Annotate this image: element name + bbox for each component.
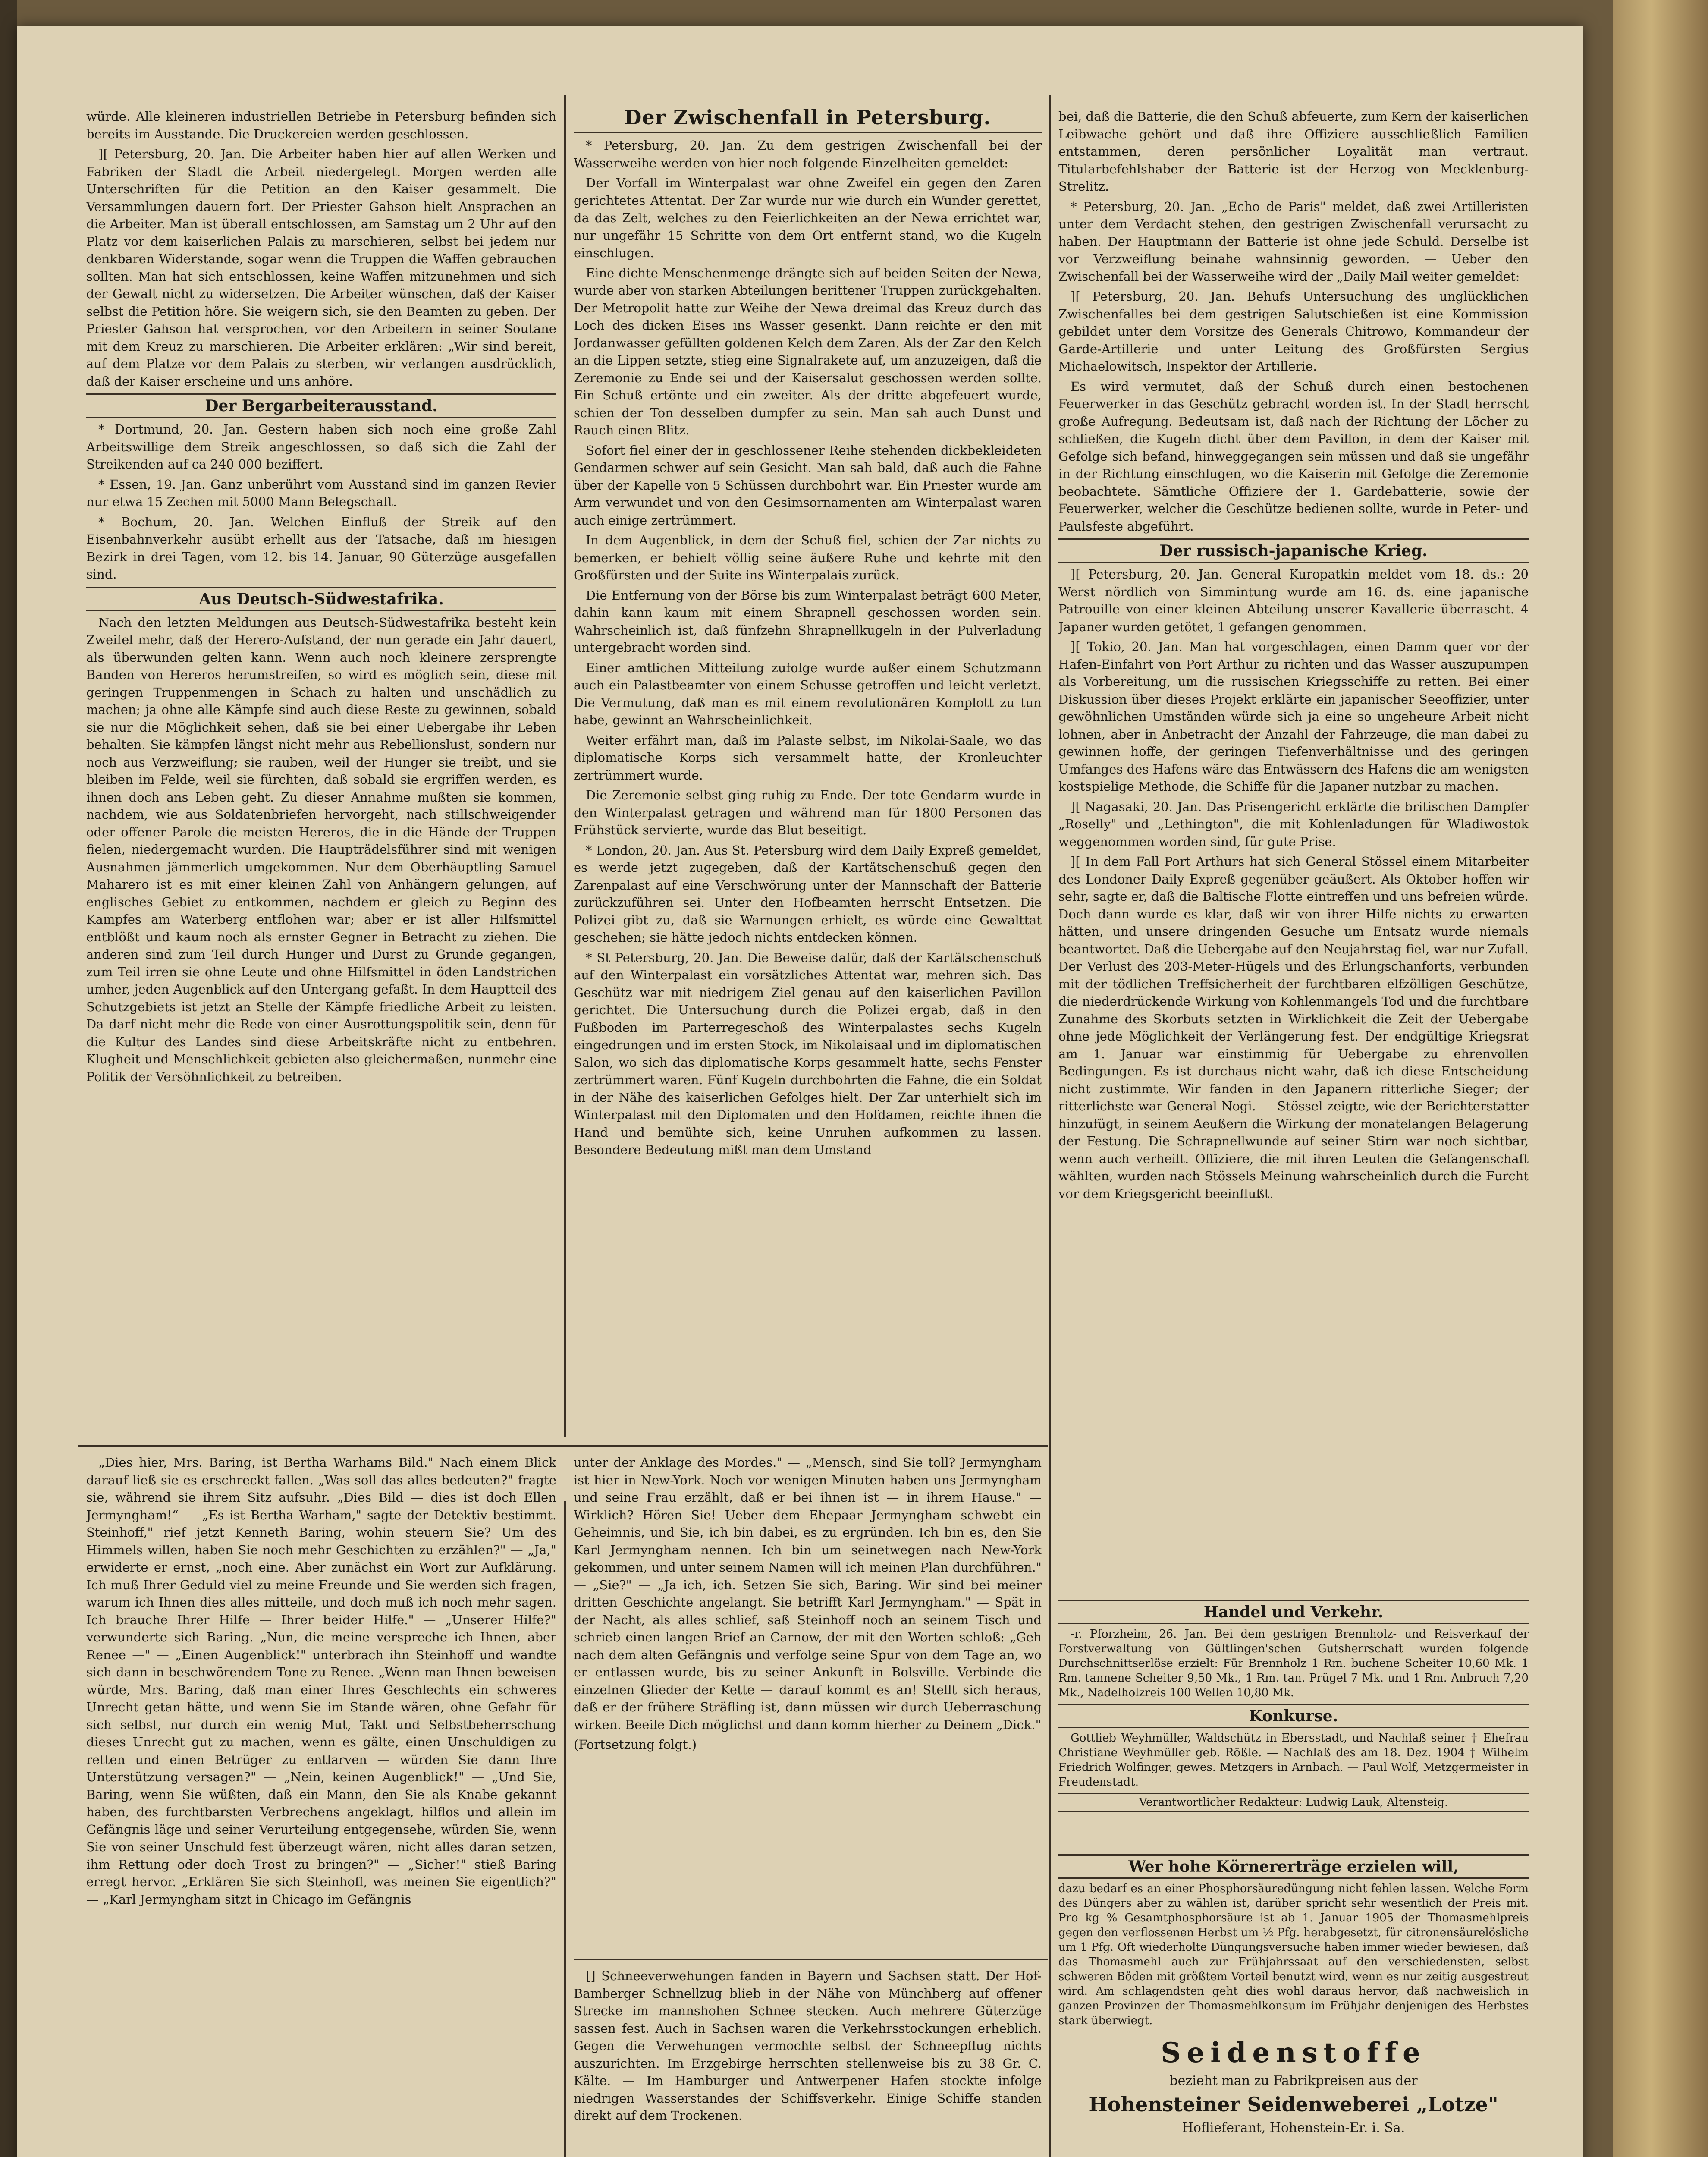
- article-paragraph: Nach den letzten Meldungen aus Deutsch-Südwestafrika besteht kein Zweifel mehr, daß der Herero-Aufstand, der nun gerade ein Jahr dauert, als überwunden gelten kann. Wenn auch noch kleinere zersprengte Banden von Hereros herumstreifen, so wird es möglich sein, diese mit geringen Truppenmengen in Schach zu halten und unschädlich zu machen; ja ohne alle Kämpfe sind auch diese Reste zu gewinnen, sobald sie nur die Möglichkeit sehen, daß sie bei einer Uebergabe ihr Leben behalten. Sie kämpfen längst nicht mehr aus Rebellionslust, sondern nur noch aus Verzweiflung; sie rauben, weil der Hunger sie treibt, und sie bleiben im Felde, weil sie fürchten, daß sobald sie ergriffen werden, es ihnen doch ans Leben geht. Zu dieser Annahme mußten sie kommen, nachdem, wie aus Soldatenbriefen hervorgeht, nach stillschweigender oder offener Parole die meisten Hereros, die in die Hände der Truppen fielen, niedergemacht wurden. Die Haupträdelsführer sind mit wenigen Ausnahmen jämmerlich umgekommen. Nur dem Oberhäuptling Samuel Maharero ist es mit einer kleinen Zahl von Anhängern gelungen, auf englisches Gebiet zu entkommen, nachdem er gleich zu Beginn des Kampfes am Waterberg entflohen war; aber er ist aller Hilfsmittel entblößt und kaum noch als ernster Gegner in Betracht zu ziehen. Die anderen sind zum Teil durch Hunger und Durst zu Grunde gegangen, zum Teil irren sie ohne Leute und ohne Hilfsmittel in öden Landstrichen umher, jeden Augenblick auf den Untergang gefaßt. In dem Hauptteil des Schutzgebiets ist jetzt an Stelle der Kämpfe friedliche Arbeit zu leisten. Da darf nicht mehr die Rede von einer Ausrottungspolitik sein, denn für die Kultur des Landes sind diese Arbeitskräfte nicht zu entbehren. Klugheit und Menschlichkeit gebieten also gleichermaßen, nunmehr eine Politik der Versöhnlichkeit zu betreiben.: [86, 615, 556, 1084]
- news-snow: [574, 1967, 1042, 2157]
- article-paragraph: ][ Petersburg, 20. Jan. General Kuropatkin meldet vom 18. ds.: 20 Werst nördlich von Simmintung wurde am 16. ds. eine japanische Patrouille von einer kleinen Abteilung unserer Kavallerie überrascht. 4 Japaner wurden getötet, 1 gefangen genommen.: [1058, 567, 1529, 634]
- ad-heading: Wer hohe Körnererträge erzielen will,: [1058, 1854, 1529, 1879]
- article-paragraph: Gottlieb Weyhmüller, Waldschütz in Ebersstadt, und Nachlaß seiner † Ehefrau Christiane Weyhmüller geb. Rößle. — Nachlaß des am 18. Dez. 1904 † Wilhelm Friedrich Wolfinger, gewes. Metzgers in Arnbach. — Paul Wolf, Metzgermeister in Freudenstadt.: [1058, 1732, 1529, 1789]
- column-rule: [564, 1501, 566, 2157]
- column-rule: [1049, 95, 1051, 2157]
- article-paragraph: In dem Augenblick, in dem der Schuß fiel, schien der Zar nichts zu bemerken, er behielt völlig seine äußere Ruhe und kehrte mit den Großfürsten und der Suite ins Winterpalais zurück.: [574, 533, 1042, 582]
- article-paragraph: Der Vorfall im Winterpalast war ohne Zweifel ein gegen den Zaren gerichtetes Attentat. Der Zar wurde nur wie durch ein Wunder gerettet, da das Zelt, welches zu den Feierlichkeiten an der Newa errichtet war, nur ungefähr 15 Schritte von dem Ort entfernt stand, wo die Kugeln einschlugen.: [574, 176, 1042, 260]
- article-paragraph: Eine dichte Menschenmenge drängte sich auf beiden Seiten der Newa, wurde aber von starken Abteilungen berittener Truppen zurückgehalten. Der Metropolit hatte zur Weihe der Newa dreimal das Kreuz durch das Loch des dicken Eises ins Wasser gesenkt. Dann reichte er den mit Jordanwasser gefüllten goldenen Kelch dem Zaren. Als der Zar den Kelch an die Lippen setzte, stieg eine Signalrakete auf, um anzuzeigen, daß die Zeremonie zu Ende sei und der Kaisersalut geschossen werden sollte. Ein Schuß ertönte und ein zweiter. Als der dritte abgefeuert wurde, schien der Ton desselben dumpfer zu sein. Man sah auch Dunst und Rauch einen Blitz.: [574, 265, 1042, 437]
- feuilleton-text: unter der Anklage des Mordes." — „Mensch, sind Sie toll? Jermyngham ist hier in New-York. Noch vor wenigen Minuten haben uns Jermyngham und seine Frau erzählt, daß er bei ihnen ist — in ihrem Hause." — Wirklich? Hören Sie! Ueber dem Ehepaar Jermyngham schwebt ein Geheimnis, und Sie, ich bin dabei, es zu ergründen. Ich bin es, den Sie Karl Jermyngham nennen. Ich bin um seinetwegen nach New-York gekommen, und unter seinem Namen will ich meinen Plan durchführen." — „Sie?" — „Ja ich, ich. Setzen Sie sich, Baring. Wir sind bei meiner dritten Geschichte angelangt. Sie betrifft Karl Jermyngham." — Spät in der Nacht, als alles schlief, saß Steinhoff noch an seinem Tisch und schrieb einen langen Brief an Carnow, der mit den Worten schloß: „Geh nach dem alten Gefängnis und verfolge seine Spur von dem Tage an, wo er entlassen wurde, bis zu seiner Ankunft in Bolsville. Verbinde die einzelnen Glieder der Kette — darauf kommt es an! Stellt sich heraus, daß er der frühere Sträfling ist, dann müssen wir durch Ueberraschung wirken. Beeile Dich möglichst und dann komm hierher zu Deinem „Dick.": [574, 1455, 1042, 1732]
- column-3-market: [1058, 1596, 1529, 1846]
- section-heading: Der Bergarbeiterausstand.: [86, 393, 556, 418]
- column-3-ads: [1058, 1851, 1529, 2157]
- article-paragraph: * Petersburg, 20. Jan. Zu dem gestrigen Zwischenfall bei der Wasserweihe werden von hier noch folgende Einzelheiten gemeldet:: [574, 138, 1042, 170]
- article-paragraph: ][ Petersburg, 20. Jan. Behufs Untersuchung des unglücklichen Zwischenfalles bei dem gestrigen Salutschießen ist eine Kommission gebildet unter dem Vorsitze des Generals Chitrowo, Kommandeur der Garde-Artillerie und unter Leitung des Großfürsten Sergius Michaelowitsch, Inspektor der Artillerie.: [1058, 289, 1529, 374]
- section-heading: Der russisch-japanische Krieg.: [1058, 538, 1529, 563]
- section-heading: Aus Deutsch-Südwestafrika.: [86, 587, 556, 611]
- article-paragraph: * London, 20. Jan. Aus St. Petersburg wird dem Daily Expreß gemeldet, es werde jetzt zugegeben, daß der Kartätschenschuß gegen den Zarenpalast auf eine Verschwörung unter der Mannschaft der Batterie zurückzuführen sei. Unter den Hofbeamten herrscht Entsetzen. Die Polizei gibt zu, daß sie Warnungen erhielt, es würde eine Gewalttat geschehen; sie hätte jedoch nichts entdecken können.: [574, 843, 1042, 945]
- article-paragraph: ][ Nagasaki, 20. Jan. Das Prisengericht erklärte die britischen Dampfer „Roselly" und „Lethington", die mit Kohlenladungen für Wladiwostok weggenommen worden sind, für gute Prise.: [1058, 799, 1529, 849]
- article-paragraph: Es wird vermutet, daß der Schuß durch einen bestochenen Feuerwerker in das Geschütz gebracht worden ist. In der Stadt herrscht große Aufregung. Bedeutsam ist, daß nach der Richtung der Löcher zu schließen, die Kugeln dicht über dem Pavillon, in dem der Kaiser mit Gefolge sich befand, hinweggegangen sein müssen und daß sie ungefähr in der Richtung einschlugen, wo die Kaiserin mit Gefolge die Zeremonie beobachtete. Sämtliche Offiziere der 1. Gardebatterie, sowie der Feuerwerker, welcher die Geschütze bedienen sollte, wurde in Peter- und Paulsfeste abgeführt.: [1058, 379, 1529, 534]
- feuilleton-left: [86, 1454, 556, 2157]
- article-paragraph: Einer amtlichen Mitteilung zufolge wurde außer einem Schutzmann auch ein Palastbeamter von einem Schusse getroffen und leicht verletzt. Die Vermutung, daß man es mit einem revolutionären Komplott zu tun habe, gewinnt an Wahrscheinlichkeit.: [574, 660, 1042, 727]
- article-paragraph: Weiter erfährt man, daß im Palaste selbst, im Nikolai-Saale, wo das diplomatische Korps sich versammelt hatte, der Kronleuchter zertrümmert wurde.: [574, 733, 1042, 783]
- section-heading: Handel und Verkehr.: [1058, 1600, 1529, 1624]
- article-paragraph: [] Schneeverwehungen fanden in Bayern und Sachsen statt. Der Hof-Bamberger Schnellzug blieb in der Nähe von Münchberg auf offener Strecke im mannshohen Schnee stecken. Auch mehrere Güterzüge sassen fest. Auch in Sachsen waren die Verkehrsstockungen erheblich. Gegen die Verwehungen vermochte selbst der Schneepflug nichts auszurichten. Im Erzgebirge herrschten stellenweise bis zu 38 Gr. C. Kälte. — Im Hamburger und Antwerpener Hafen stockte infolge niedrigen Wasserstandes der Schiffsverkehr. Einige Schiffe standen direkt auf dem Trockenen.: [574, 1968, 1042, 2123]
- ad-footer: Hoflieferant, Hohenstein-Er. i. Sa.: [1182, 2120, 1405, 2135]
- silk-advertisement: [1058, 2037, 1529, 2135]
- article-paragraph: würde. Alle kleineren industriellen Betriebe in Petersburg befinden sich bereits im Ausstande. Die Druckereien werden geschlossen.: [86, 109, 556, 141]
- article-paragraph: * Bochum, 20. Jan. Welchen Einfluß der Streik auf den Eisenbahnverkehr ausübt erhellt aus der Tatsache, daß im hiesigen Bezirk in drei Tagen, vom 12. bis 14. Januar, 90 Güterzüge ausgefallen sind.: [86, 514, 556, 582]
- article-paragraph: Sofort fiel einer der in geschlossener Reihe stehenden dickbekleideten Gendarmen schwer auf sein Gesicht. Man sah bald, daß auch die Fahne über der Kapelle von 5 Schüssen durchbohrt war. Ein Priester wurde am Arm verwundet und von den Gesimsornamenten am Winterpalast waren auch einige zertrümmert.: [574, 443, 1042, 528]
- column-2: [574, 101, 1042, 1443]
- section-heading: Konkurse.: [1058, 1704, 1529, 1728]
- continuation-note: (Fortsetzung folgt.): [574, 1737, 697, 1752]
- article-paragraph: * Dortmund, 20. Jan. Gestern haben sich noch eine große Zahl Arbeitswillige dem Streik angeschlossen, so daß sich die Zahl der Streikenden auf ca 240 000 beziffert.: [86, 422, 556, 472]
- binding-shadow-left: [0, 0, 17, 2157]
- feuilleton-right: [574, 1454, 1042, 1954]
- newspaper-page: [17, 26, 1583, 2157]
- ad-text: dazu bedarf es an einer Phosphorsäuredüngung nicht fehlen lassen. Welche Form des Düngers aber zu wählen ist, darüber spricht sehr wesentlich der Preis mit. Pro kg % Gesamtphosphorsäure ist ab 1. Januar 1905 der Thomasmehlpreis gegen den verflossenen Herbst um ½ Pfg. herabgesetzt, für citronensäurelösliche um 1 Pfg. Oft wiederholte Düngungsversuche haben immer wieder bewiesen, daß das Thomasmehl auch zur Frühjahrssaat auf den verschiedensten, selbst schweren Böden mit größtem Vorteil benutzt wird, wenn es nur zeitig ausgestreut wird. Am schlagendsten geht dies wohl daraus hervor, daß nachweislich in ganzen Provinzen der Thomasmehlkonsum im Frühjahr denjenigen des Herbstes stark überwiegt.: [1058, 1882, 1529, 2027]
- article-paragraph: ][ Petersburg, 20. Jan. Die Arbeiter haben hier auf allen Werken und Fabriken der Stadt die Arbeit niedergelegt. Morgen werden alle Unterschriften für die Petition an den Kaiser gesammelt. Die Versammlungen dauern fort. Der Priester Gahson hielt Ansprachen an die Arbeiter. Man ist überall entschlossen, am Samstag um 2 Uhr auf den Platz vor dem kaiserlichen Palais zu marschieren, selbst bei jedem nur denkbaren Widerstande, sogar wenn die Truppen die Waffen gebrauchen sollten. Man hat sich entschlossen, keine Waffen mitzunehmen und sich der Gewalt nicht zu widersetzen. Die Arbeiter wünschen, daß der Kaiser selbst die Petition höre. Sie weigern sich, sie den Beamten zu geben. Der Priester Gahson hat versprochen, vor den Arbeitern in seiner Soutane mit dem Kreuz zu marschieren. Die Arbeiter erklären: „Wir sind bereit, auf dem Platze vor dem Palais zu sterben, wir verlangen ausdrücklich, daß der Kaiser erscheine und uns anhöre.: [86, 147, 556, 389]
- article-paragraph: * Essen, 19. Jan. Ganz unberührt vom Ausstand sind im ganzen Revier nur etwa 15 Zechen mit 5000 Mann Belegschaft.: [86, 477, 556, 509]
- feuilleton-rule: [78, 1445, 1048, 1447]
- book-spine: [1613, 0, 1708, 2157]
- article-paragraph: * St Petersburg, 20. Jan. Die Beweise dafür, daß der Kartätschenschuß auf den Winterpalast ein vorsätzliches Attentat war, mehren sich. Das Geschütz war mit niedrigem Ziel genau auf den kaiserlichen Pavillon gerichtet. Die Untersuchung durch die Polizei ergab, daß in den Fußboden im Parterregeschoß des Winterpalastes sechs Kugeln eingedrungen und im ersten Stock, im Nikolaisaal und im diplomatischen Salon, wo sich das diplomatische Korps gesammelt hatte, sechs Fenster zertrümmert waren. Fünf Kugeln durchbohrten die Fahne, die ein Soldat in der Nähe des kaiserlichen Gefolges hielt. Der Zar unterhielt sich im Winterpalast mit den Diplomaten und den Hofdamen, reichte ihnen die Hand und bemühte sich, keine Unruhen aufkommen zu lassen. Besondere Bedeutung mißt man dem Umstand: [574, 950, 1042, 1157]
- article-paragraph: ][ Tokio, 20. Jan. Man hat vorgeschlagen, einen Damm quer vor der Hafen-Einfahrt von Port Arthur zu richten und das Wasser auszupumpen als Vorbereitung, um die russischen Kriegsschiffe zu retten. Bei einer Diskussion über dieses Projekt erklärte ein japanischer Seeoffizier, unter gewöhnlichen Umständen würde sich ja eine so ungeheure Arbeit nicht lohnen, aber in Anbetracht der Anzahl der Fahrzeuge, die man dabei zu gewinnen hoffe, der geringen Tiefenverhältnisse und des geringen Umfanges des Hafens wäre das Entwässern des Hafens die am wenigsten kostspielige Methode, die Schiffe für die Japaner nutzbar zu machen.: [1058, 639, 1529, 794]
- article-paragraph: -r. Pforzheim, 26. Jan. Bei dem gestrigen Brennholz- und Reisverkauf der Forstverwaltung von Gültlingen'schen Gutsherrschaft wurden folgende Durchschnittserlöse erzielt: Für Brennholz 1 Rm. buchene Scheiter 10,60 Mk. 1 Rm. tannene Scheiter 9,50 Mk., 1 Rm. tan. Prügel 7 Mk. und 1 Rm. Anbruch 7,20 Mk., Nadelholzreis 100 Wellen 10,80 Mk.: [1058, 1628, 1529, 1699]
- feuilleton-rule: [574, 1959, 1048, 1960]
- ad-line: bezieht man zu Fabrikpreisen aus der: [1169, 2073, 1418, 2088]
- article-paragraph: Die Zeremonie selbst ging ruhig zu Ende. Der tote Gendarm wurde in den Winterpalast getragen und während man für 1800 Personen das Frühstück servierte, wurde das Blut beseitigt.: [574, 788, 1042, 837]
- column-1: [86, 108, 556, 1445]
- ad-firm: Hohensteiner Seidenweberei „Lotze": [1089, 2093, 1498, 2116]
- article-paragraph: bei, daß die Batterie, die den Schuß abfeuerte, zum Kern der kaiserlichen Leibwache gehört und daß ihre Offiziere ausschließlich Familien entstammen, deren persönlicher Loyalität man vertraut. Titularbefehlshaber der Batterie ist der Herzog von Mecklenburg-Strelitz.: [1058, 109, 1529, 194]
- feuilleton-text: „Dies hier, Mrs. Baring, ist Bertha Warhams Bild." Nach einem Blick darauf ließ sie es erschreckt fallen. „Was soll das alles bedeuten?" fragte sie, während sie ihrem Sitz aufsuhr. „Dies Bild — dies ist doch Ellen Jermyngham!“ — „Es ist Bertha Warham," sagte der Detektiv bestimmt. Steinhoff," rief jetzt Kenneth Baring, wohin steuern Sie? Um des Himmels willen, haben Sie noch mehr Geschichten zu erzählen?" — „Ja," erwiderte er ernst, „noch eine. Aber zunächst ein Wort zur Aufklärung. Ich muß Ihrer Geduld viel zu meine Freunde und Sie werden sich fragen, warum ich Ihnen dies alles mitteile, und doch muß ich noch mehr sagen. Ich brauche Ihrer Hilfe — Ihrer beider Hilfe." — „Unserer Hilfe?" verwunderte sich Baring. „Nun, die meine verspreche ich Ihnen, aber Renee —" — „Einen Augenblick!" unterbrach ihn Steinhoff und wandte sich dann in beschwörendem Tone zu Renee. „Wenn man Ihnen beweisen würde, Mrs. Baring, daß man einer Ihres Geschlechts ein schweres Unrecht getan hätte, und wenn Sie im Stande wären, ohne Gefahr für sich selbst, nur durch ein wenig Mut, Takt und Selbstbeherrschung dieses Unrecht gut zu machen, wenn es gälte, einen Unschuldigen zu retten und einen Betrüger zu entlarven — würden Sie dann Ihre Unterstützung versagen?" — „Nein, keinen Augenblick!" — „Und Sie, Baring, wenn Sie wüßten, daß ein Mann, den Sie als Knabe gekannt haben, des furchtbarsten Verbrechens angeklagt, hilflos und allein im Gefängnis läge und seiner Verurteilung entgegensehe, würden Sie, wenn Sie von seiner Unschuld fest überzeugt wären, nicht alles daran setzen, ihm Rettung oder doch Trost zu bringen?" — „Sicher!" stieß Baring erregt hervor. „Erklären Sie sich Steinhoff, was meinen Sie eigentlich?" — „Karl Jermyngham sitzt in Chicago im Gefängnis: [86, 1455, 556, 1907]
- article-paragraph: Die Entfernung von der Börse bis zum Winterpalast beträgt 600 Meter, dahin kann kaum mit einem Shrapnell geschossen worden sein. Wahrscheinlich ist, daß fünfzehn Shrapnellkugeln in der Pulverladung untergebracht worden sind.: [574, 588, 1042, 655]
- column-rule: [564, 95, 566, 1437]
- section-heading: Der Zwischenfall in Petersburg.: [574, 106, 1042, 133]
- article-paragraph: * Petersburg, 20. Jan. „Echo de Paris" meldet, daß zwei Artilleristen unter dem Verdacht stehen, den gestrigen Zwischenfall verursacht zu haben. Der Hauptmann der Batterie ist ohne jede Schuld. Derselbe ist vor Verzweiflung beinahe wahnsinnig geworden. — Ueber den Zwischenfall bei der Wasserweihe wird der „Daily Mail weiter gemeldet:: [1058, 199, 1529, 284]
- article-paragraph: ][ In dem Fall Port Arthurs hat sich General Stössel einem Mitarbeiter des Londoner Daily Expreß gegenüber geäußert. Als Oktober hoffen wir sehr, sagte er, daß die Baltische Flotte eintreffen und uns befreien würde. Doch dann wurde es klar, daß wir von ihrer Hilfe nichts zu erwarten hätten, und unsere dringenden Gesuche um Entsatz wurde niemals beantwortet. Daß die Uebergabe auf den Neujahrstag fiel, war nur Zufall. Der Verlust des 203-Meter-Hügels und des Erlungschanforts, verbunden mit der tödlichen Treffsicherheit der furchtbaren elfzölligen Geschütze, die niederdrückende Wirkung von Kohlenmangels Tod und die furchtbare Zunahme des Skorbuts setzten in Wirklichkeit die Zeit der Uebergabe ohne jede Möglichkeit der Verlängerung fest. Der endgültige Kriegsrat am 1. Januar war einstimmig für Uebergabe zu ehrenvollen Bedingungen. Es ist durchaus nicht wahr, daß ich diese Entscheidung nicht zustimmte. Wir fanden in den Japanern ritterliche Sieger; der ritterlichste war General Nogi. — Stössel zeigte, wie der Berichterstatter hinzufügt, in seinem Aeußern die Wirkung der monatelangen Belagerung der Festung. Die Schrapnellwunde auf seiner Stirn war noch sichtbar, wenn auch verheilt. Offiziere, die mit ihren Leuten die Gefangenschaft wählten, wurden nach Stössels Meinung wahrscheinlich durch die Furcht vor dem Kriegsgericht beeinflußt.: [1058, 854, 1529, 1201]
- ad-title: Seidenstoffe: [1161, 2037, 1426, 2069]
- editor-line: Verantwortlicher Redakteur: Ludwig Lauk, Altensteig.: [1058, 1793, 1529, 1812]
- column-3: [1058, 108, 1529, 1592]
